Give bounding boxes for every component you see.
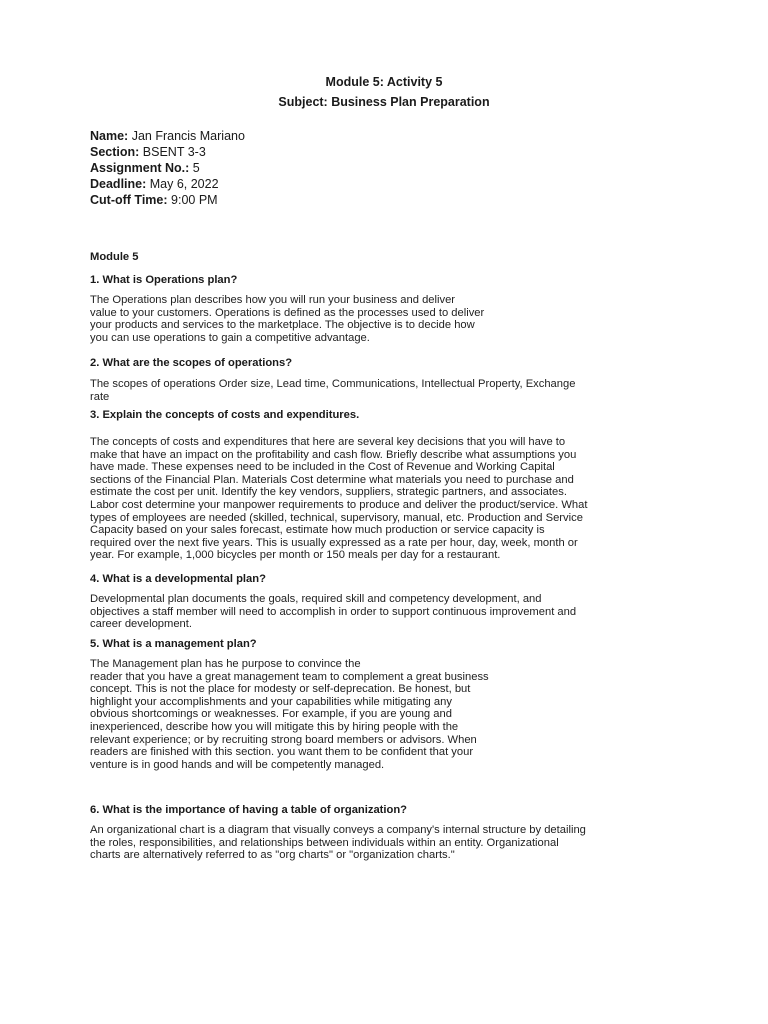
answer-1: The Operations plan describes how you will run your business and deliver value to your customers. Operations is defined as the processes used to deliver your products and services to the marketplace. The objective is to decide how you can use operations to gain a competitive advantage.	[90, 294, 485, 344]
cutoff-label: Cut-off Time:	[90, 193, 168, 207]
question-2: 2. What are the scopes of operations?	[90, 357, 293, 369]
answer-2: The scopes of operations Order size, Lead time, Communications, Intellectual Property, Exchange rate	[90, 378, 576, 403]
deadline-row	[90, 176, 245, 192]
question-1: 1. What is Operations plan?	[90, 274, 238, 286]
subject-title: Subject: Business Plan Preparation	[278, 95, 490, 109]
section-row	[90, 144, 245, 160]
answer-4: Developmental plan documents the goals, required skill and competency development, and objectives a staff member will need to accomplish in order to support continuous improvement and career development.	[90, 593, 577, 631]
deadline-label: Deadline:	[90, 177, 147, 191]
name-label: Name:	[90, 129, 129, 143]
answer-3: The concepts of costs and expenditures that here are several key decisions that you will have to make that have an impact on the profitability and cash flow. Briefly describe what assumptions you have made. These expenses need to be included in the Cost of Revenue and Working Capital sections of the Financial Plan. Materials Cost determine what materials you need to purchase and estimate the cost per unit. Identify the key vendors, suppliers, strategic partners, and associates. Labor cost determine your manpower requirements to produce and deliver the product/service. What types of employees are needed (skilled, technical, supervisory, manual, etc. Production and Service Capacity based on your sales forecast, estimate how much production or service capacity is required over the next five years. This is usually expressed as a rate per hour, day, week, month or year. For example, 1,000 bicycles per month or 150 meals per day for a restaurant.	[90, 436, 588, 562]
activity-title: Module 5: Activity 5	[325, 75, 443, 89]
section-label: Section:	[90, 145, 140, 159]
cutoff-value: 9:00 PM	[167, 193, 218, 207]
document-header	[0, 72, 768, 112]
answer-5: The Management plan has he purpose to convince the reader that you have a great management team to complement a great business concept. This is not the place for modesty or self-deprecation. Be honest, but highlight your accomplishments and your capabilities while mitigating any obvious shortcomings or weaknesses. For example, if you are young and inexperienced, describe how you will mitigate this by hiring people with the relevant experience; or by recruiting strong board members or advisors. When readers are finished with this section. you want them to be confident that your venture is in good hands and will be competently managed.	[90, 658, 489, 771]
cutoff-row	[90, 192, 245, 208]
question-5: 5. What is a management plan?	[90, 638, 257, 650]
assignment-label: Assignment No.:	[90, 161, 190, 175]
question-3: 3. Explain the concepts of costs and expenditures.	[90, 409, 360, 421]
assignment-row	[90, 160, 245, 176]
question-6: 6. What is the importance of having a table of organization?	[90, 804, 408, 816]
name-row	[90, 128, 245, 144]
module-heading: Module 5	[90, 251, 139, 263]
answer-6: An organizational chart is a diagram that visually conveys a company's internal structure by detailing the roles, responsibilities, and relationships between individuals within an entity. Organizational charts are alternatively referred to as "org charts" or "organization charts."	[90, 824, 586, 862]
section-value: BSENT 3-3	[139, 145, 206, 159]
assignment-value: 5	[189, 161, 200, 175]
deadline-value: May 6, 2022	[146, 177, 219, 191]
student-info	[90, 128, 245, 208]
name-value: Jan Francis Mariano	[128, 129, 245, 143]
question-4: 4. What is a developmental plan?	[90, 573, 266, 585]
